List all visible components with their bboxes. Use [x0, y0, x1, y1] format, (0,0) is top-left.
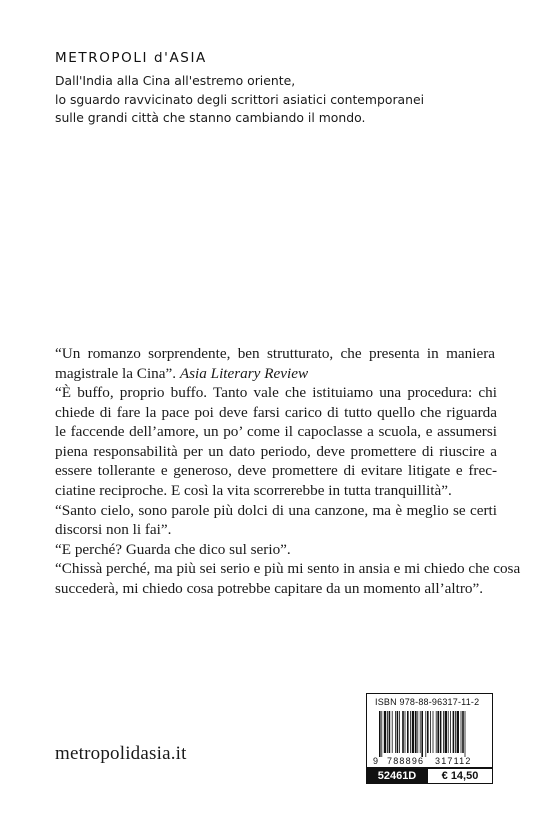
- barcode-bar: [430, 711, 431, 753]
- barcode-digit-first: 9: [373, 756, 379, 766]
- barcode-bar: [405, 711, 406, 753]
- barcode-bar: [437, 711, 439, 753]
- barcode-bar: [395, 711, 396, 753]
- excerpt-line: essere tollerante e generoso, deve promettere di evitare litigate e frec-: [55, 462, 497, 480]
- barcode-digits-right: 317112: [435, 756, 472, 766]
- barcode-bar: [440, 711, 442, 753]
- series-description: [55, 72, 495, 128]
- barcode-bar: [433, 711, 434, 753]
- publisher-website: metropolidasia.it: [55, 743, 187, 764]
- excerpt-line: “E perché? Guarda che dico sul serio”.: [55, 540, 291, 558]
- review-quote: [55, 344, 495, 383]
- barcode-bar: [387, 711, 388, 753]
- barcode-bar: [379, 711, 381, 757]
- barcode-bar: [455, 711, 456, 753]
- excerpt-line: le faccende dell’amore, un po’ come il capoclasse a scuola, e assumersi: [55, 423, 497, 441]
- excerpt-line: chiede di fare la pace poi deve farsi carico di tutto quello che riguarda: [55, 403, 497, 421]
- barcode-bar: [399, 711, 400, 753]
- series-description-line: sulle grandi città che stanno cambiando il mondo.: [55, 110, 366, 125]
- excerpt-line: “Chissà perché, ma più sei serio e più mi sento in ansia e mi chiedo che cosa: [55, 560, 521, 578]
- barcode-bar: [415, 711, 417, 753]
- review-source: Asia Literary Review: [179, 364, 309, 382]
- barcode-bar: [402, 711, 404, 753]
- excerpt-line: “È buffo, proprio buffo. Tanto vale che istituiamo una procedura: chi: [55, 384, 497, 401]
- barcode-bar: [453, 711, 455, 753]
- barcode-bar: [397, 711, 399, 753]
- barcode-bar: [407, 711, 409, 753]
- barcode-bar: [448, 711, 449, 753]
- isbn-label: ISBN 978-88-96317-11-2: [375, 697, 480, 707]
- barcode-bar: [443, 711, 444, 753]
- barcode-bar: [461, 711, 462, 753]
- review-quote-line: “Un romanzo sorprendente, ben strutturato, che presenta in maniera: [55, 345, 495, 362]
- barcode-bar: [384, 711, 386, 753]
- barcode-bar: [417, 711, 418, 753]
- barcode-bar: [392, 711, 393, 753]
- barcode-digits-left: 788896: [387, 756, 425, 766]
- barcode-bar: [425, 711, 426, 757]
- excerpt-line: “Santo cielo, sono parole più dolci di una canzone, ma è meglio se certi: [55, 501, 497, 519]
- price-label: € 14,50: [428, 768, 493, 784]
- excerpt-line: piena responsabilità per un dato periodo, deve promettere di riuscire a: [55, 442, 497, 460]
- product-code: 52461D: [366, 768, 428, 784]
- barcode-icon: [371, 709, 489, 767]
- barcode-bar: [381, 711, 382, 757]
- barcode-bar: [436, 711, 437, 753]
- review-quote-line-2: [55, 364, 495, 384]
- barcode-bar: [421, 711, 423, 757]
- barcode-bar: [445, 711, 447, 753]
- barcode-bar: [457, 711, 459, 753]
- price-row: [366, 768, 493, 784]
- excerpt-line: succederà, mi chiedo cosa potrebbe capitare da un momento all’altro”.: [55, 579, 484, 597]
- series-description-line: Dall'India alla Cina all'estremo oriente,: [55, 73, 296, 88]
- barcode-bar: [420, 711, 421, 753]
- review-quote-text: magistrale la Cina”.: [55, 364, 177, 382]
- barcode-bar: [410, 711, 411, 753]
- barcode-bar: [389, 711, 391, 753]
- excerpt: [55, 383, 521, 599]
- series-description-line: lo sguardo ravvicinato degli scrittori asiatici contemporanei: [55, 91, 425, 107]
- excerpt-line: ciatine reciproche. E così la vita scorrerebbe in tutta tranquillità”.: [55, 481, 452, 499]
- barcode-bar: [465, 711, 466, 757]
- barcode-bar: [427, 711, 429, 753]
- barcode-bar: [462, 711, 464, 753]
- barcode-bar: [412, 711, 414, 753]
- series-title: METROPOLI d'ASIA: [55, 50, 207, 66]
- barcode-box: [366, 693, 493, 768]
- excerpt-line: discorsi non li fai”.: [55, 521, 172, 539]
- barcode-bar: [450, 711, 451, 753]
